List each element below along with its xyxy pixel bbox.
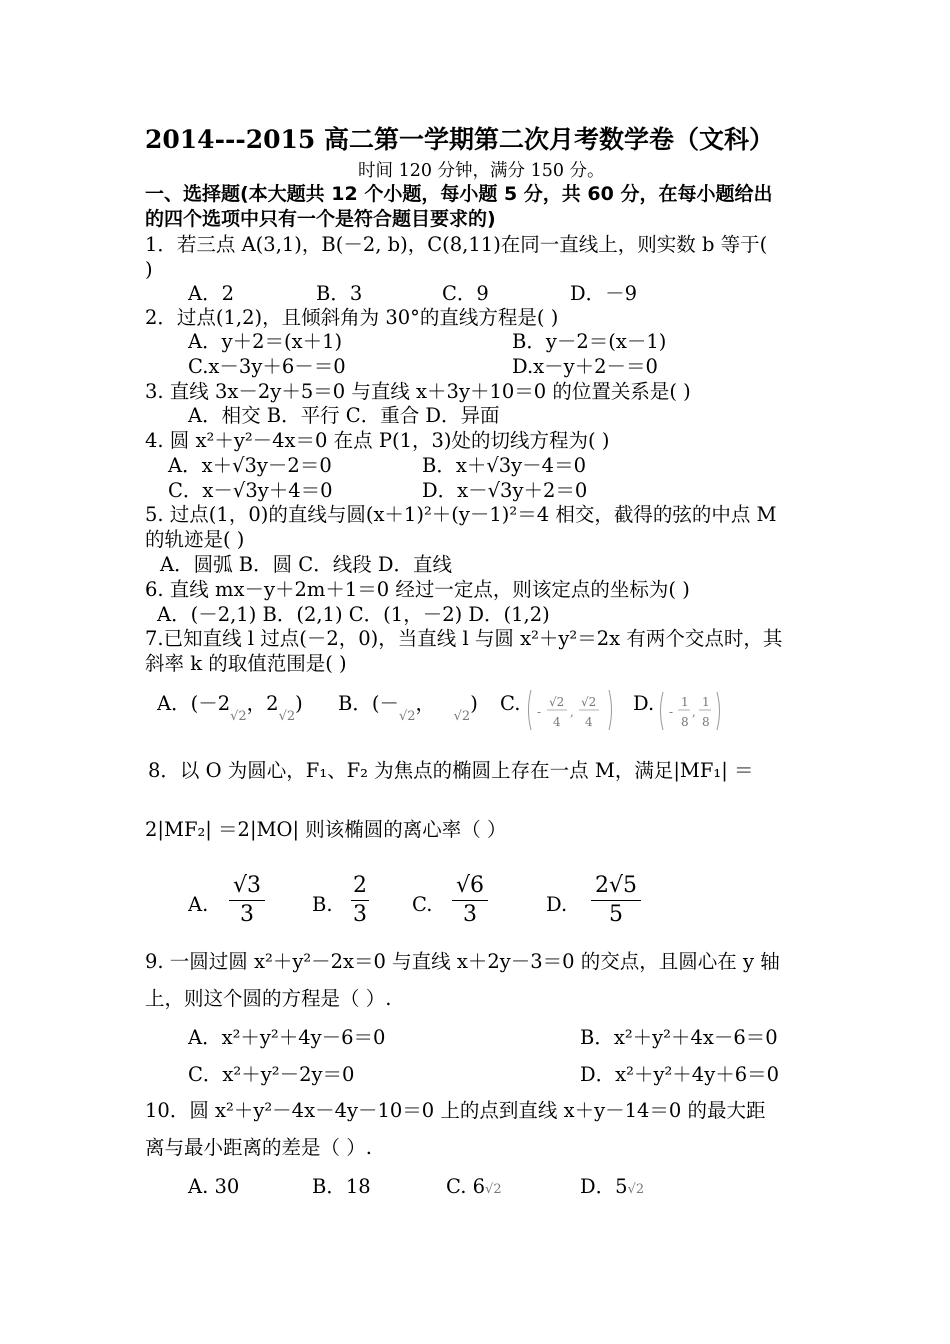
q10-option-d <box>580 1175 644 1202</box>
svg-text:8: 8 <box>681 715 689 729</box>
q1-option-a: A．2 <box>188 282 234 305</box>
q7-option-d-label: D. <box>633 692 655 715</box>
svg-text:,: , <box>570 705 574 719</box>
q7-option-c-label: C. <box>500 692 521 715</box>
q7-option-a <box>157 692 303 724</box>
q1-option-b: B．3 <box>316 282 363 305</box>
q7-option-b-label: B．(－ <box>338 692 399 715</box>
q3-stem: 3. 直线 3x－2y＋5＝0 与直线 x＋3y＋10＝0 的位置关系是( ) <box>145 380 691 403</box>
svg-text:1: 1 <box>681 695 689 709</box>
q8-stem-cont: 2|MF₂| ＝2|MO| 则该椭圆的离心率（ ） <box>145 818 507 841</box>
q7-option-a-end: ) <box>295 692 303 715</box>
q8-option-d-fraction <box>588 872 644 929</box>
q8-c-denominator: 3 <box>463 902 477 927</box>
q8-c-numerator: √6 <box>455 873 484 898</box>
q7-option-b <box>338 692 478 724</box>
q4-option-d: D．x－√3y＋2＝0 <box>422 479 588 502</box>
q2-option-d: D.x－y＋2－＝0 <box>512 355 658 378</box>
q4-stem: 4. 圆 x²＋y²－4x＝0 在点 P(1，3)处的切线方程为( ) <box>145 429 610 452</box>
sqrt2-glyph: √2 <box>398 709 416 724</box>
q8-d-numerator: 2√5 <box>594 873 637 898</box>
svg-text:4: 4 <box>553 715 561 729</box>
svg-text:1: 1 <box>702 695 710 709</box>
q8-option-c-label: C. <box>412 893 433 916</box>
sqrt2-glyph: √2 <box>627 1182 645 1197</box>
q8-a-denominator: 3 <box>240 902 254 927</box>
q3-options: A．相交 B．平行 C．重合 D．异面 <box>188 404 500 427</box>
q10-option-a: A. 30 <box>188 1175 240 1198</box>
section-heading-line2: 的四个选项中只有一个是符合题目要求的) <box>145 208 496 230</box>
q1-option-c: C．9 <box>442 282 489 305</box>
svg-text:√2: √2 <box>581 695 597 709</box>
q8-option-b-label: B. <box>312 893 333 916</box>
q8-option-a-label: A. <box>188 893 209 916</box>
q5-stem: 5. 过点(1，0)的直线与圆(x＋1)²＋(y－1)²＝4 相交，截得的弦的中点 M <box>145 503 777 526</box>
q4-option-b: B．x＋√3y－4＝0 <box>422 454 586 477</box>
q2-option-c: C.x－3y＋6－＝0 <box>188 355 346 378</box>
q9-stem: 9. 一圆过圆 x²＋y²－2x＝0 与直线 x＋2y－3＝0 的交点，且圆心在 y 轴 <box>145 950 780 973</box>
q7-option-d-interval <box>657 688 723 734</box>
q8-option-a-fraction <box>226 872 268 929</box>
q2-stem: 2．过点(1,2)，且倾斜角为 30°的直线方程是( ) <box>145 306 559 329</box>
sqrt2-glyph: √2 <box>230 709 247 724</box>
sqrt2-glyph: √2 <box>485 1182 502 1197</box>
svg-text:,: , <box>692 705 696 719</box>
q10-option-c <box>446 1175 502 1202</box>
q8-stem: 8．以 O 为圆心，F₁、F₂ 为焦点的椭圆上存在一点 M，满足|MF₁| ＝ <box>148 759 754 782</box>
q7-option-b-mid: ， <box>415 692 436 715</box>
q4-option-c: C．x－√3y＋4＝0 <box>168 479 333 502</box>
q8-b-numerator: 2 <box>353 873 367 898</box>
q8-b-denominator: 3 <box>353 902 367 927</box>
q6-options: A．(－2,1) B．(2,1) C．(1，－2) D．(1,2) <box>157 603 550 626</box>
q10-stem: 10．圆 x²＋y²－4x－4y－10＝0 上的点到直线 x＋y－14＝0 的最大距 <box>145 1099 766 1122</box>
page-subtitle: 时间 120 分钟，满分 150 分。 <box>358 161 605 181</box>
q6-stem: 6. 直线 mx－y＋2m＋1＝0 经过一定点，则该定点的坐标为( ) <box>145 578 690 601</box>
svg-text:√2: √2 <box>549 695 565 709</box>
q10-option-c-label: C. 6 <box>446 1175 486 1198</box>
svg-text:-: - <box>537 705 542 719</box>
q5-stem-cont: 的轨迹是( ) <box>145 528 245 551</box>
q7-option-a-mid: ，2 <box>246 692 279 715</box>
svg-text:-: - <box>669 705 674 719</box>
q7-option-b-end: ) <box>470 692 478 715</box>
q8-d-denominator: 5 <box>609 902 623 927</box>
q1-stem-end: ) <box>145 258 153 281</box>
svg-text:8: 8 <box>702 715 710 729</box>
section-heading-line1: 一、选择题(本大题共 12 个小题，每小题 5 分，共 60 分，在每小题给出 <box>145 183 773 205</box>
q2-option-a: A．y＋2＝(x＋1) <box>188 330 343 353</box>
q2-option-b: B．y－2＝(x－1) <box>512 330 667 353</box>
q9-option-b: B．x²＋y²＋4x－6＝0 <box>580 1026 778 1049</box>
q8-option-d-label: D. <box>546 893 568 916</box>
svg-text:4: 4 <box>585 715 593 729</box>
q10-option-b: B．18 <box>312 1175 371 1198</box>
q8-option-c-fraction <box>449 872 491 929</box>
q10-option-d-label: D．5 <box>580 1175 628 1198</box>
sqrt2-glyph: √2 <box>278 709 296 724</box>
q9-option-a: A．x²＋y²＋4y－6＝0 <box>188 1026 386 1049</box>
q7-stem: 7.已知直线 l 过点(－2，0)，当直线 l 与圆 x²＋y²＝2x 有两个交点时，其 <box>145 627 783 650</box>
q9-option-c: C．x²＋y²－2y＝0 <box>188 1063 355 1086</box>
q4-option-a: A．x＋√3y－2＝0 <box>168 454 332 477</box>
q8-a-numerator: √3 <box>232 873 261 898</box>
q9-option-d: D．x²＋y²＋4y＋6＝0 <box>580 1063 780 1086</box>
sqrt2-glyph: √2 <box>453 709 471 724</box>
q5-options: A．圆弧 B．圆 C．线段 D．直线 <box>160 553 453 576</box>
page-title: 2014---2015 高二第一学期第二次月考数学卷（文科） <box>145 125 774 154</box>
q1-option-d: D．－9 <box>570 282 638 305</box>
q7-option-a-label: A．(－2 <box>157 692 231 715</box>
q9-stem-cont: 上，则这个圆的方程是（ ）. <box>145 987 392 1010</box>
q7-stem-cont: 斜率 k 的取值范围是( ) <box>145 652 347 675</box>
q10-stem-cont: 离与最小距离的差是（ ）. <box>145 1136 372 1159</box>
q1-stem: 1．若三点 A(3,1)，B(－2, b)，C(8,11)在同一直线上，则实数 b 等于( <box>145 233 768 256</box>
q7-option-c-interval <box>525 686 615 734</box>
q8-option-b-fraction <box>347 872 373 929</box>
